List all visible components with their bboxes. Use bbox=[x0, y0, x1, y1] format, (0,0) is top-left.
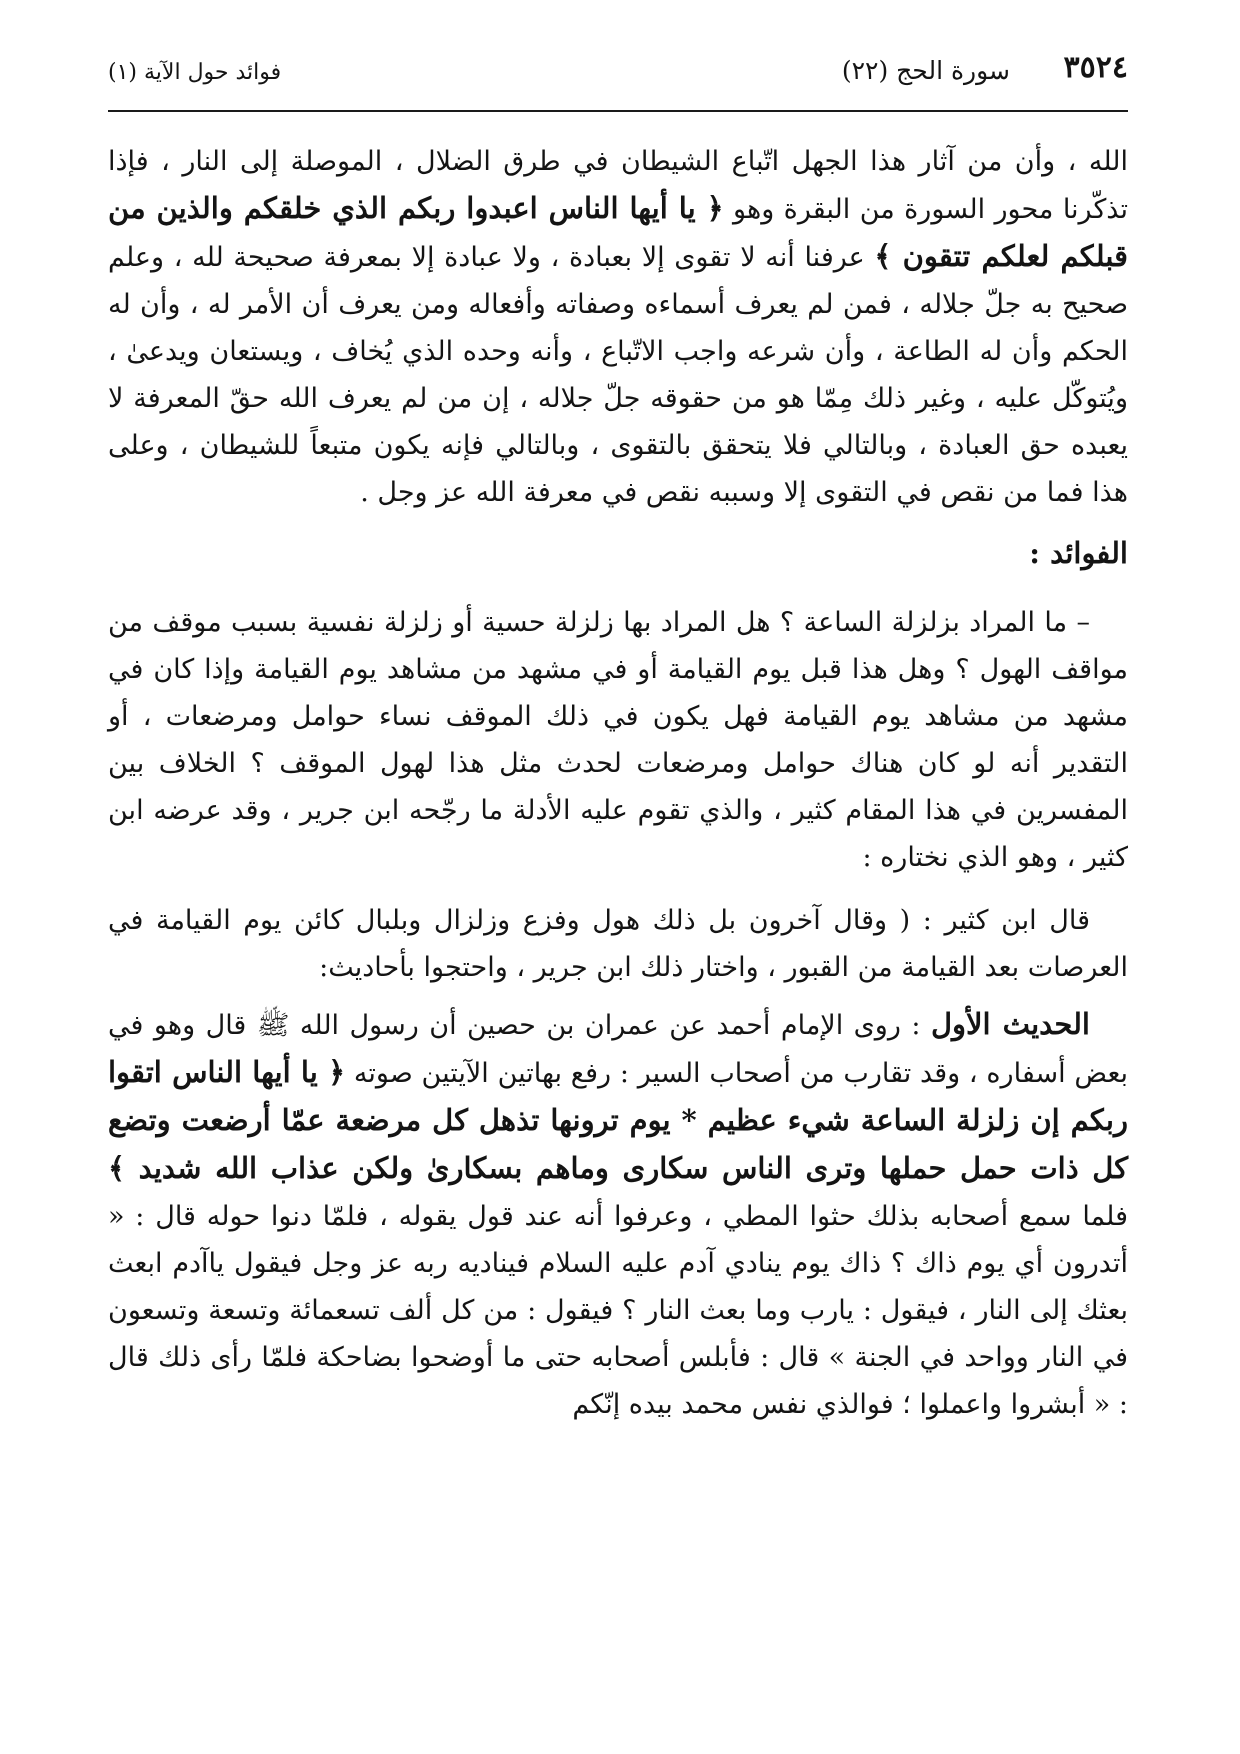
page-number: ٣٥٢٤ bbox=[1063, 50, 1128, 85]
hadith-text-a: : روى الإمام أحمد عن عمران بن حصين أن رسول الله ﷺ قال وهو في بعض أسفاره ، وقد تقارب من أصحاب السير : رفع بهاتين الآيتين صوته bbox=[108, 1010, 1128, 1089]
page-body bbox=[108, 138, 1128, 1428]
paragraph-intro bbox=[108, 138, 1128, 516]
running-title: فوائد حول الآية (١) bbox=[108, 60, 282, 85]
page-header bbox=[108, 44, 1128, 112]
hadith-lead-label: الحديث الأول bbox=[930, 1007, 1090, 1041]
hadith-text-b: فلما سمع أصحابه بذلك حثوا المطي ، وعرفوا أنه عند قول يقوله ، فلمّا دنوا حوله قال : « أتدرون أي يوم ذاك ؟ ذاك يوم ينادي آدم عليه السلام فيناديه ربه عز وجل فيقول ياآدم ابعث بعثك إلى النار ، فيقول : يارب وما بعث النار ؟ فيقول : من كل ألف تسعمائة وتسعة وتسعون في النار وواحد في الجنة » قال : فأبلس أصحابه حتى ما أوضحوا بضاحكة فلمّا رأى ذلك قال : « أبشروا واعملوا ؛ فوالذي نفس محمد بيده إنّكم bbox=[108, 1201, 1128, 1420]
surah-title: (٢٢) سورة الحج bbox=[841, 56, 1010, 85]
paragraph-question: – ما المراد بزلزلة الساعة ؟ هل المراد بها زلزلة حسية أو زلزلة نفسية بسبب موقف من مواقف الهول ؟ وهل هذا قبل يوم القيامة أو في مشهد من مشاهد يوم القيامة وإذا كان في مشهد من مشاهد يوم القيامة فهل يكون في ذلك الموقف نساء حوامل ومرضعات ، أو التقدير أنه لو كان هناك حوامل ومرضعات لحدث مثل هذا لهول الموقف ؟ الخلاف بين المفسرين في هذا المقام كثير ، والذي تقوم عليه الأدلة ما رجّحه ابن جرير ، وقد عرضه ابن كثير ، وهو الذي نختاره : bbox=[108, 607, 1128, 873]
paragraph-intro-text-b: عرفنا أنه لا تقوى إلا بعبادة ، ولا عبادة إلا بمعرفة صحيحة لله ، وعلم صحيح به جلّ جلاله ، فمن لم يعرف أسماءه وصفاته وأفعاله ومن يعرف أن الأمر له ، وأن له الحكم وأن له الطاعة ، وأن شرعه واجب الاتّباع ، وأنه وحده الذي يُخاف ، ويستعان ويدعىٰ ، ويُتوكّل عليه ، وغير ذلك مِمّا هو من حقوقه جلّ جلاله ، إن من لم يعرف الله حقّ المعرفة لا يعبده حق العبادة ، وبالتالي فلا يتحقق بالتقوى ، وبالتالي فإنه يكون متبعاً للشيطان ، وعلى هذا فما من نقص في التقوى إلا وسببه نقص في معرفة الله عز وجل . bbox=[108, 242, 1128, 508]
paragraph-ibn-kathir-quote: قال ابن كثير : ( وقال آخرون بل ذلك هول وفزع وزلزال وبلبال كائن يوم القيامة في العرصات بعد القيامة من القبور ، واختار ذلك ابن جرير ، واحتجوا بأحاديث: bbox=[108, 905, 1128, 983]
quran-verse: ﴿ يا أيها الناس اعبدوا ربكم الذي خلقكم والذين من قبلكم لعلكم تتقون ﴾ bbox=[108, 191, 1128, 273]
section-heading: الفوائد : bbox=[1029, 536, 1128, 570]
paragraph-first-hadith bbox=[108, 1001, 1128, 1428]
quran-verse: ﴿ يا أيها الناس اتقوا ربكم إن زلزلة الساعة شيء عظيم * يوم ترونها تذهل كل مرضعة عمّا أرضعت وتضع كل ذات حمل حملها وترى الناس سكارى وماهم بسكارىٰ ولكن عذاب الله شديد ﴾ bbox=[108, 1055, 1128, 1185]
paragraph-intro-text-a: الله ، وأن من آثار هذا الجهل اتّباع الشيطان في طرق الضلال ، الموصلة إلى النار ، فإذا تذكّرنا محور السورة من البقرة وهو bbox=[108, 146, 1128, 225]
